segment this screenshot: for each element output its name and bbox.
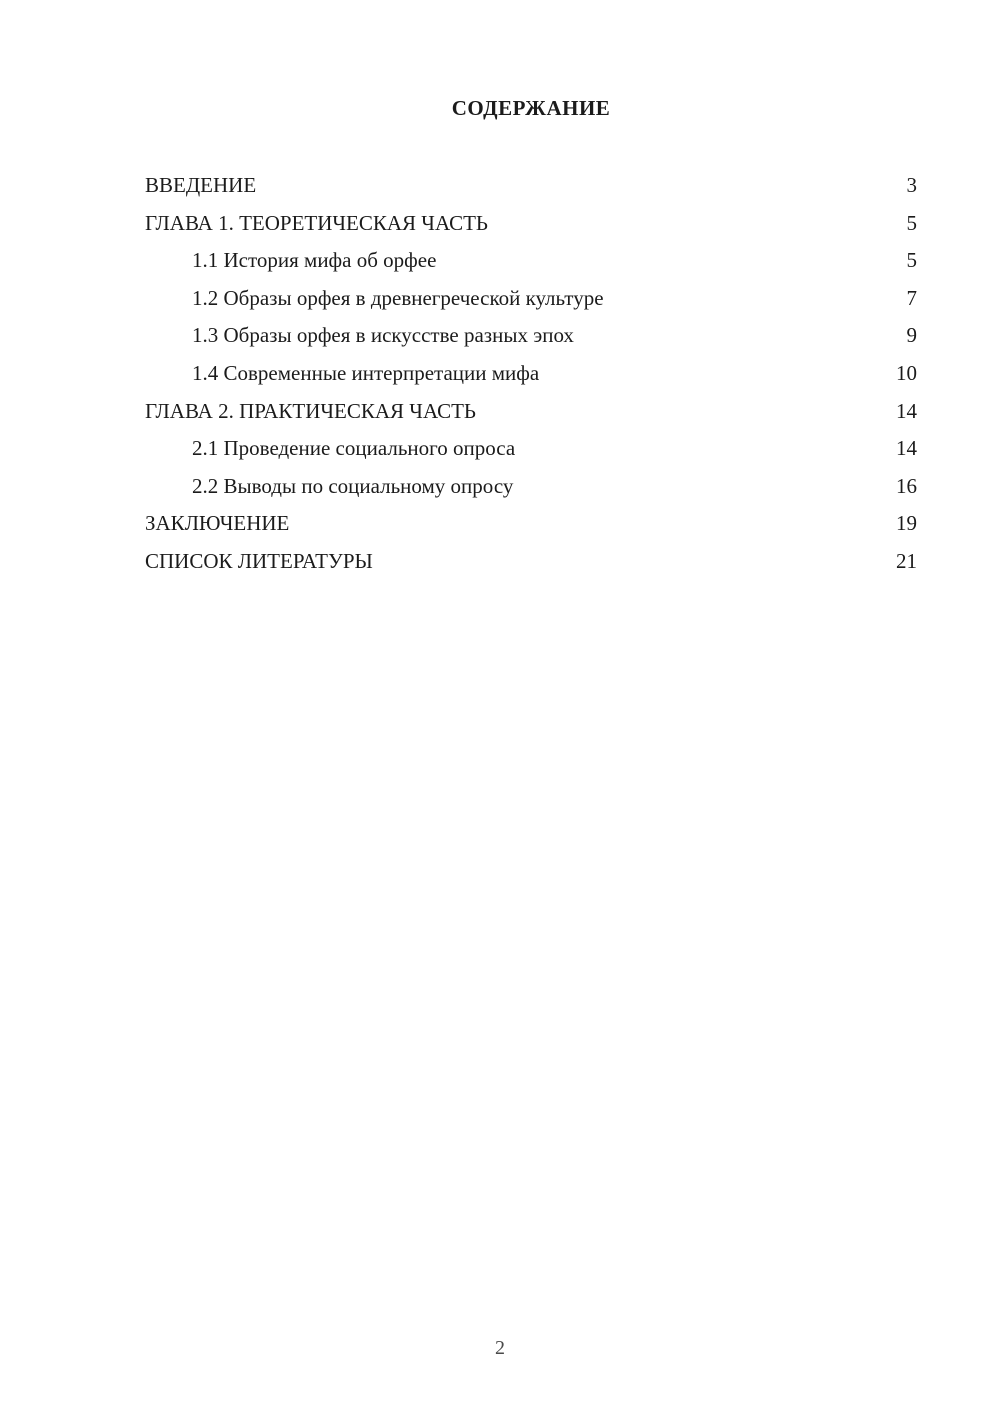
- toc-entry: [145, 543, 917, 581]
- page-title: СОДЕРЖАНИЕ: [451, 96, 611, 120]
- toc-entry: [145, 280, 917, 318]
- toc-entry-page-number: 5: [906, 210, 917, 235]
- toc-entry: [145, 355, 917, 393]
- toc-entry: [145, 317, 917, 355]
- page-number: 2: [495, 1337, 505, 1359]
- toc-entry: [145, 505, 917, 543]
- toc-entry-label: 1.1 История мифа об орфее: [192, 248, 437, 273]
- toc-entry-label: ГЛАВА 1. ТЕОРЕТИЧЕСКАЯ ЧАСТЬ: [145, 210, 488, 235]
- toc-entry-label: ЗАКЛЮЧЕНИЕ: [145, 511, 290, 536]
- toc-entry-label: СПИСОК ЛИТЕРАТУРЫ: [145, 548, 373, 573]
- toc-entry-label: 2.1 Проведение социального опроса: [192, 436, 516, 461]
- toc-entry-label: 2.2 Выводы по социальному опросу: [192, 473, 514, 498]
- toc-entry: [145, 430, 917, 468]
- toc-entry-page-number: 14: [896, 398, 917, 423]
- toc-entry: [145, 393, 917, 431]
- toc-entry-label: ГЛАВА 2. ПРАКТИЧЕСКАЯ ЧАСТЬ: [145, 398, 476, 423]
- toc-entry-page-number: 3: [906, 173, 917, 197]
- toc-entry: [145, 167, 917, 205]
- toc-entry-page-number: 14: [896, 436, 917, 461]
- toc-entry-label: ВВЕДЕНИЕ: [145, 173, 257, 197]
- toc-entry-page-number: 10: [896, 360, 917, 385]
- toc-entry-label: 1.3 Образы орфея в искусстве разных эпох: [192, 323, 574, 348]
- toc-entry: [145, 468, 917, 506]
- toc-entry-page-number: 19: [896, 511, 917, 536]
- toc-entry: [145, 205, 917, 243]
- toc-entry-page-number: 9: [906, 323, 917, 348]
- toc-entry-page-number: 16: [896, 473, 917, 498]
- toc-entry-page-number: 21: [896, 548, 917, 573]
- toc-entry-label: 1.2 Образы орфея в древнегреческой культуре: [192, 285, 604, 310]
- toc-entry-label: 1.4 Современные интерпретации мифа: [192, 360, 540, 385]
- toc-entry: [145, 242, 917, 280]
- toc-entry-page-number: 5: [906, 248, 917, 273]
- toc-list: [145, 167, 917, 581]
- toc-entry-page-number: 7: [906, 285, 917, 310]
